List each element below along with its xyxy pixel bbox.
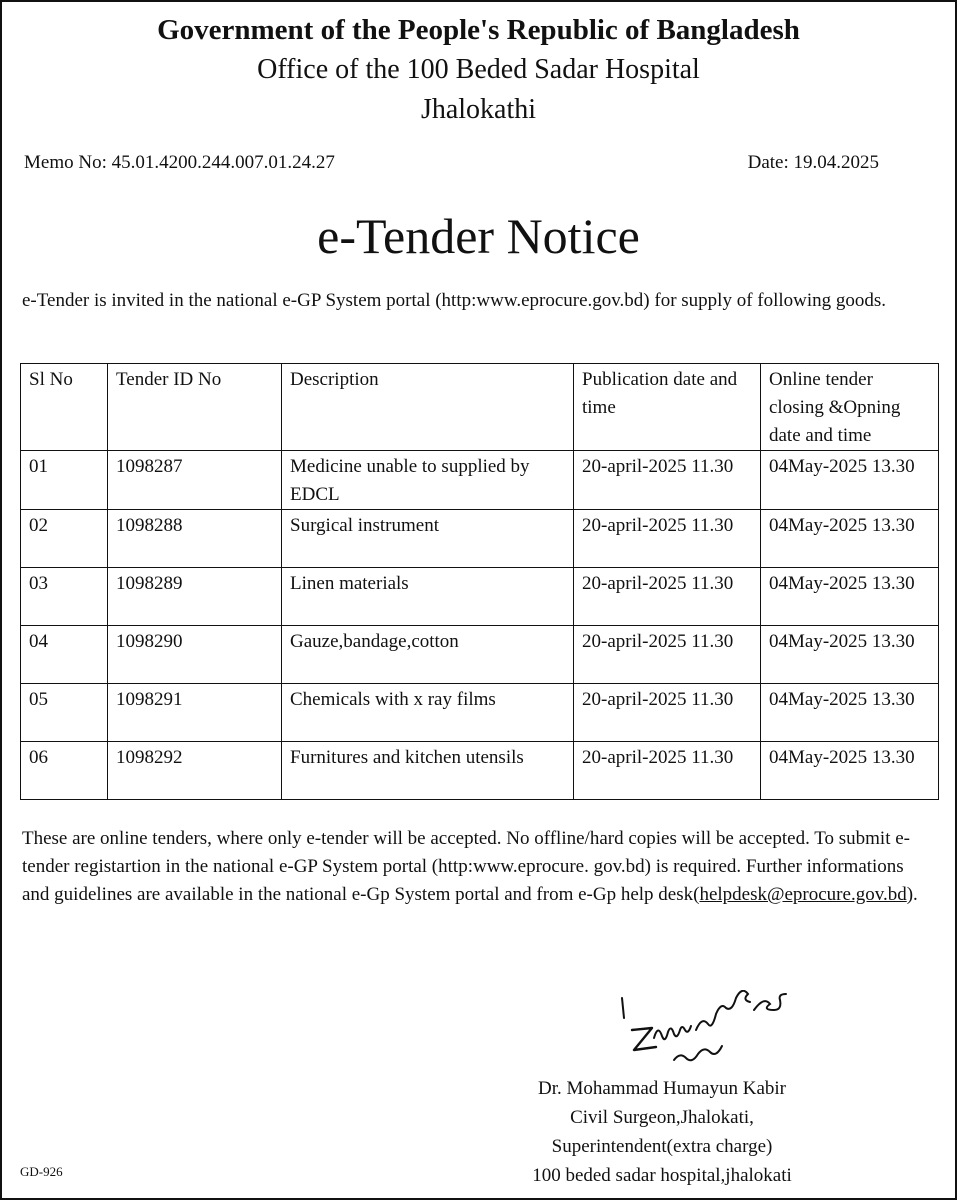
header-description: Description <box>282 364 574 451</box>
table-header-row <box>21 364 939 451</box>
signatory-title-2: Superintendent(extra charge) <box>551 1136 773 1157</box>
handwritten-signature <box>614 990 794 1082</box>
cell-sl-no: 02 <box>21 510 108 568</box>
cell-description: Linen materials <box>282 568 574 626</box>
cell-sl-no: 06 <box>21 742 108 800</box>
cell-sl-no: 05 <box>21 684 108 742</box>
cell-tender-id: 1098290 <box>108 626 282 684</box>
cell-closing: 04May-2025 13.30 <box>761 742 939 800</box>
signatory-title-3: 100 beded sadar hospital,jhalokati <box>532 1165 792 1186</box>
table-row <box>21 451 939 510</box>
cell-sl-no: 03 <box>21 568 108 626</box>
signatory-title-1: Civil Surgeon,Jhalokati, <box>570 1107 754 1128</box>
table-row <box>21 568 939 626</box>
cell-tender-id: 1098289 <box>108 568 282 626</box>
closing-text: These are online tenders, where only e-tender will be accepted. No offline/hard copies will be accepted. To submit e-tender registartion in the national e-GP System portal (http:www.eprocure. gov.bd) is required. Further informations and guidelines are available in the national e-Gp System portal and from e-Gp help desk( <box>22 828 910 905</box>
cell-sl-no: 04 <box>21 626 108 684</box>
signatory-name: Dr. Mohammad Humayun Kabir <box>537 1078 786 1099</box>
cell-tender-id: 1098288 <box>108 510 282 568</box>
table-row <box>21 742 939 800</box>
notice-title: e-Tender Notice <box>317 208 640 264</box>
government-heading: Government of the People's Republic of Bangladesh <box>157 14 800 46</box>
header-closing: Online tender closing &Opning date and time <box>761 364 939 451</box>
cell-closing: 04May-2025 13.30 <box>761 568 939 626</box>
cell-publication: 20-april-2025 11.30 <box>574 568 761 626</box>
cell-description: Surgical instrument <box>282 510 574 568</box>
cell-publication: 20-april-2025 11.30 <box>574 510 761 568</box>
gd-code: GD-926 <box>20 1164 63 1179</box>
table-row <box>21 626 939 684</box>
tender-table <box>20 363 939 800</box>
closing-end: ). <box>906 884 918 905</box>
cell-description: Furnitures and kitchen utensils <box>282 742 574 800</box>
header-publication: Publication date and time <box>574 364 761 451</box>
memo-number: Memo No: 45.01.4200.244.007.01.24.27 <box>24 152 335 173</box>
header-tender-id: Tender ID No <box>108 364 282 451</box>
cell-publication: 20-april-2025 11.30 <box>574 742 761 800</box>
cell-description: Gauze,bandage,cotton <box>282 626 574 684</box>
cell-closing: 04May-2025 13.30 <box>761 451 939 510</box>
intro-paragraph: e-Tender is invited in the national e-GP System portal (http:www.eprocure.gov.bd) for supply of following goods. <box>22 290 887 311</box>
table-row <box>21 510 939 568</box>
cell-closing: 04May-2025 13.30 <box>761 510 939 568</box>
cell-publication: 20-april-2025 11.30 <box>574 451 761 510</box>
office-heading: Office of the 100 Beded Sadar Hospital <box>257 54 700 85</box>
signatory-block <box>502 1074 822 1190</box>
cell-tender-id: 1098292 <box>108 742 282 800</box>
cell-closing: 04May-2025 13.30 <box>761 626 939 684</box>
table-row <box>21 684 939 742</box>
cell-description: Chemicals with x ray films <box>282 684 574 742</box>
cell-tender-id: 1098287 <box>108 451 282 510</box>
cell-sl-no: 01 <box>21 451 108 510</box>
helpdesk-email-link[interactable]: helpdesk@eprocure.gov.bd <box>699 884 907 905</box>
cell-publication: 20-april-2025 11.30 <box>574 684 761 742</box>
header-sl-no: Sl No <box>21 364 108 451</box>
cell-tender-id: 1098291 <box>108 684 282 742</box>
cell-description: Medicine unable to supplied by EDCL <box>282 451 574 510</box>
cell-closing: 04May-2025 13.30 <box>761 684 939 742</box>
cell-publication: 20-april-2025 11.30 <box>574 626 761 684</box>
notice-date: Date: 19.04.2025 <box>747 152 879 173</box>
closing-paragraph <box>22 825 935 909</box>
location-heading: Jhalokathi <box>420 94 537 125</box>
